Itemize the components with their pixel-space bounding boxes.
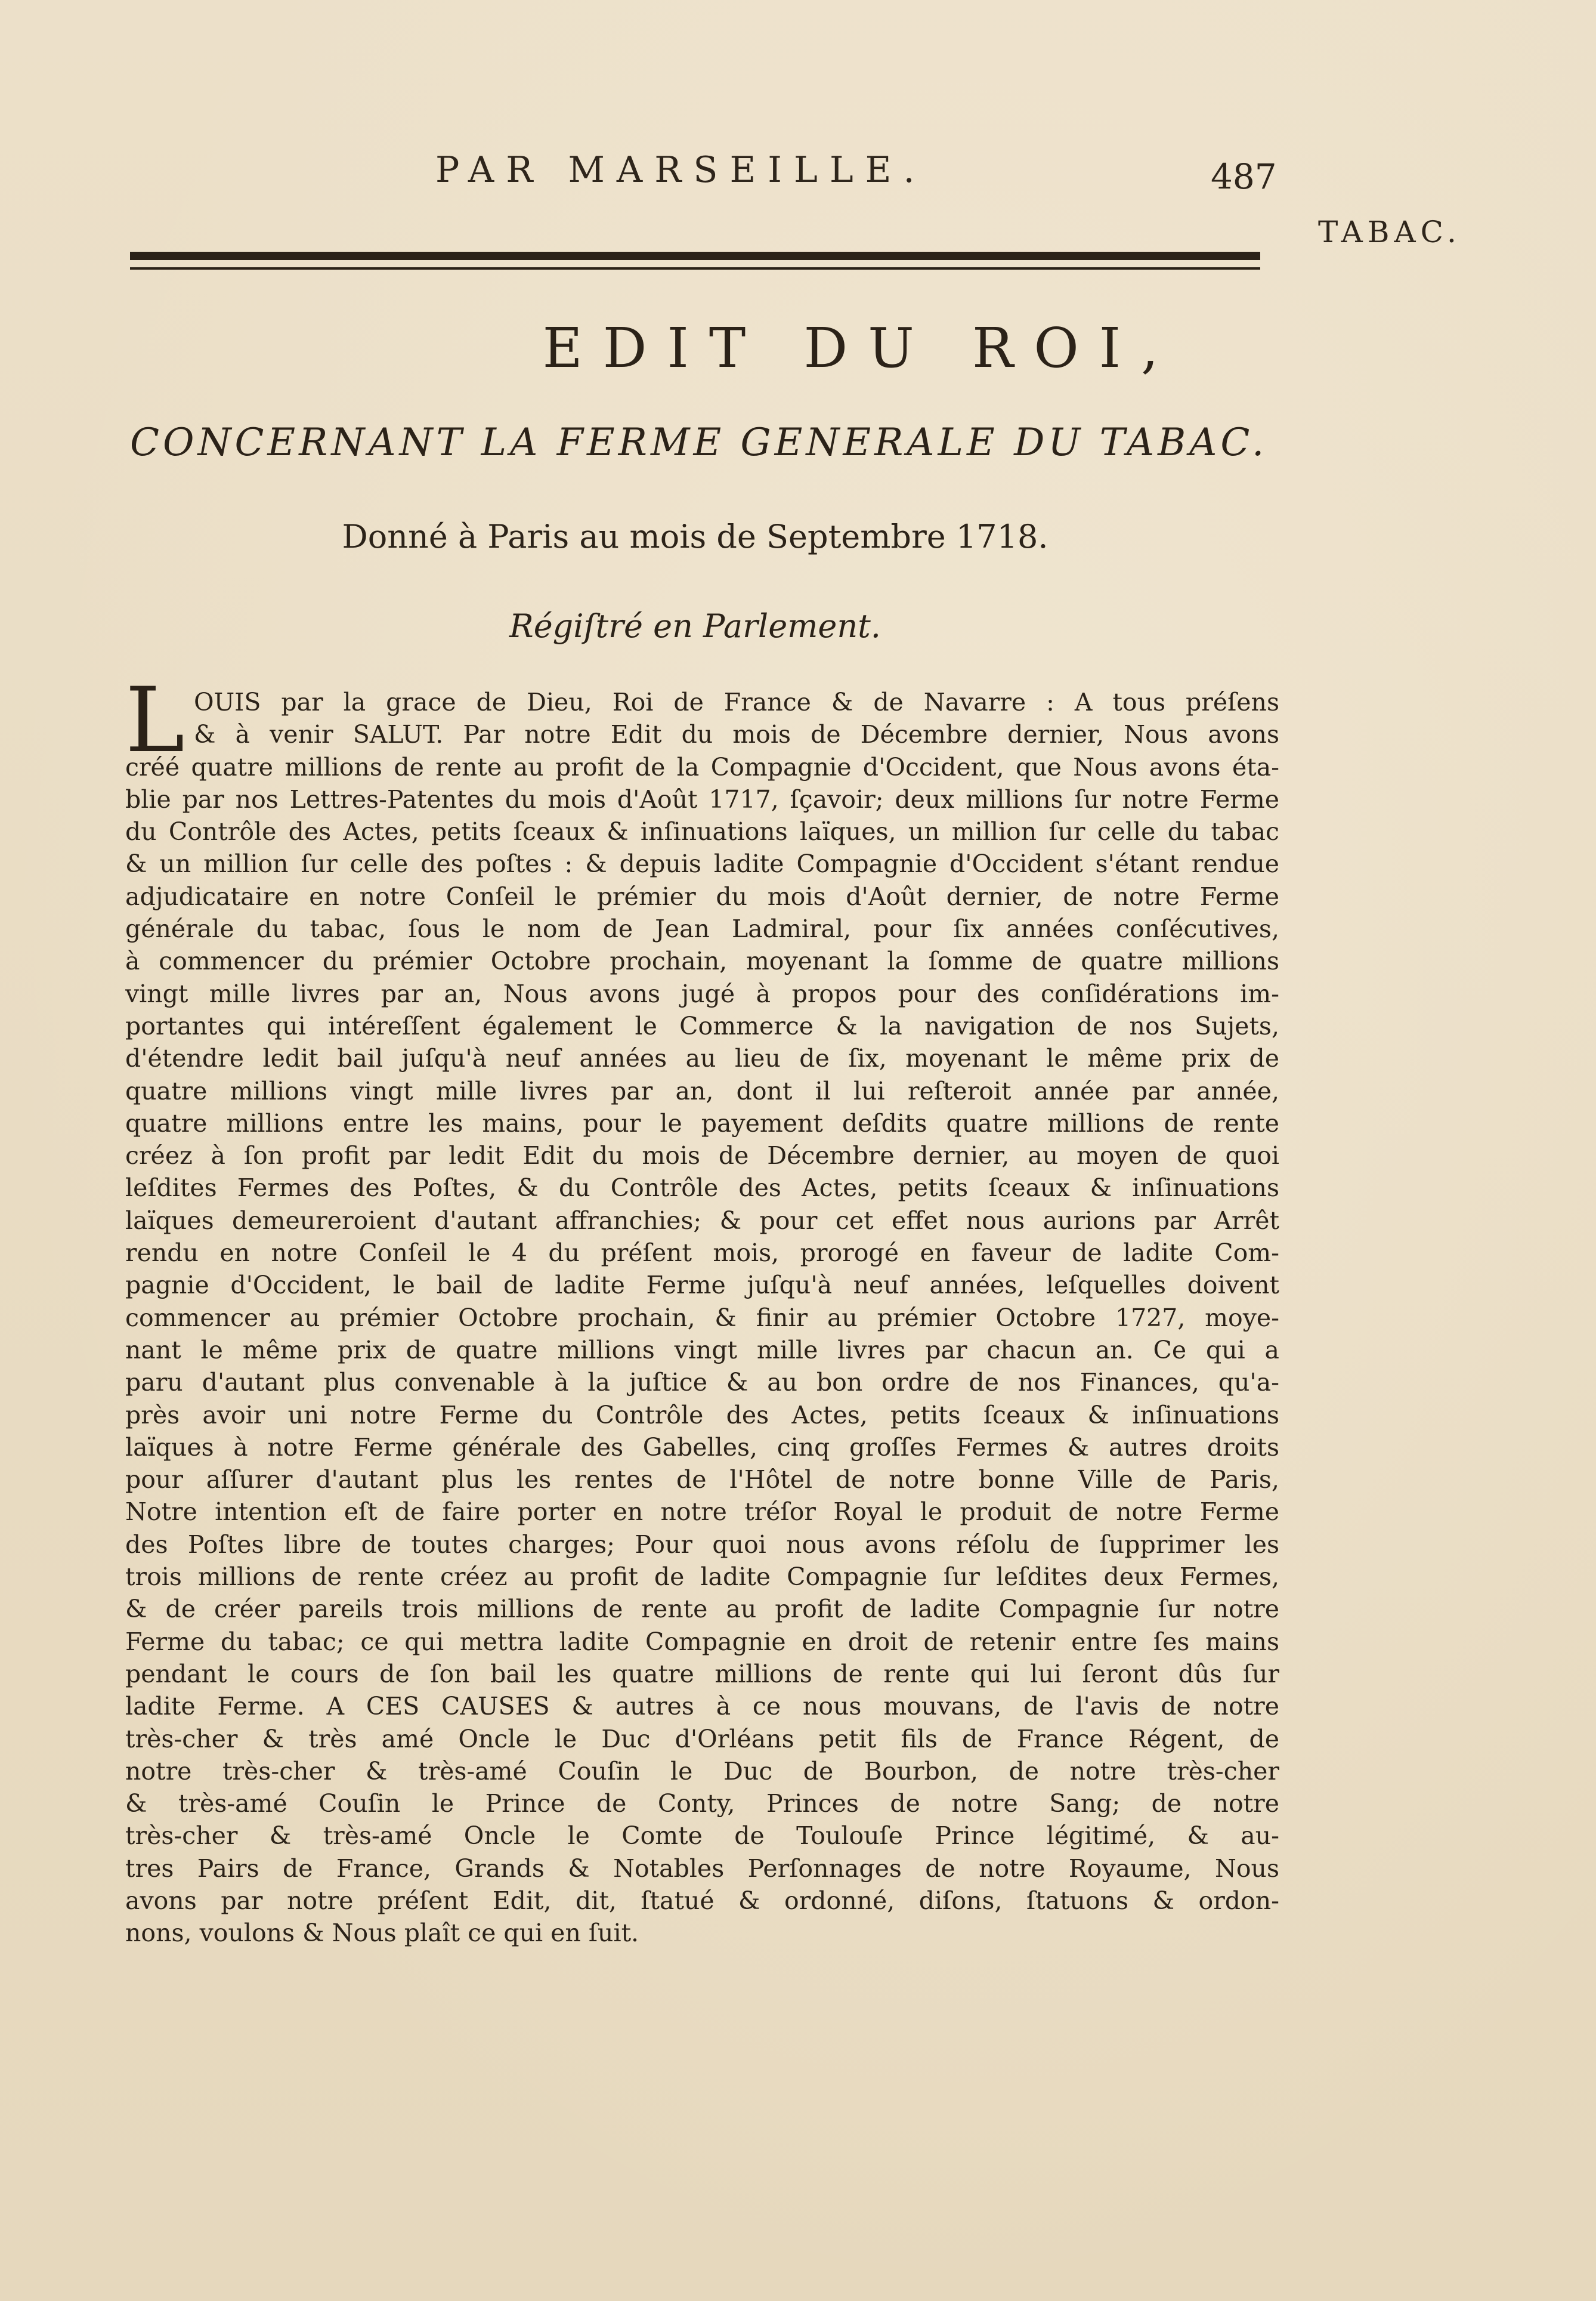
body-line: générale du tabac, ſous le nom de Jean Ladmiral, pour ſix années conſécutives,	[125, 915, 1279, 944]
body-line: du Contrôle des Actes, petits ſceaux & inſinuations laïques, un million ſur celle du tabac	[125, 817, 1279, 847]
body-line: quatre millions entre les mains, pour le payement deſdits quatre millions de rente	[125, 1108, 1279, 1138]
registered-line: Régiſtré en Parlement.	[509, 607, 881, 645]
body-line: & à venir SALUT. Par notre Edit du mois de Décembre dernier, Nous avons	[194, 720, 1279, 749]
body-line: trois millions de rente créez au profit de ladite Compagnie ſur leſdites deux Fermes,	[125, 1562, 1279, 1592]
body-line: laïques à notre Ferme générale des Gabelles, cinq groſſes Fermes & autres droits	[125, 1432, 1279, 1462]
body-line: blie par nos Lettres-Patentes du mois d'Août 1717, ſçavoir; deux millions ſur notre Ferme	[125, 784, 1279, 814]
given-line: Donné à Paris au mois de Septembre 1718.	[342, 518, 1048, 555]
body-line: près avoir uni notre Ferme du Contrôle des Actes, petits ſceaux & inſinuations	[125, 1400, 1279, 1429]
body-line: d'étendre ledit bail juſqu'à neuf années au lieu de ſix, moyenant le même prix de	[125, 1044, 1279, 1073]
body-line: notre très-cher & très-amé Couſin le Duc de Bourbon, de notre très-cher	[125, 1756, 1279, 1786]
body-line: créez à ſon profit par ledit Edit du mois de Décembre dernier, au moyen de quoi	[125, 1141, 1279, 1170]
body-line: créé quatre millions de rente au profit de la Compagnie d'Occident, que Nous avons éta-	[125, 752, 1279, 782]
page-number: 487	[1211, 156, 1277, 197]
body-line: & très-amé Couſin le Prince de Conty, Princes de notre Sang; de notre	[125, 1789, 1279, 1818]
body-line: pour aſſurer d'autant plus les rentes de l'Hôtel de notre bonne Ville de Paris,	[125, 1465, 1279, 1494]
body-line: ladite Ferme. A CES CAUSES & autres à ce nous mouvans, de l'avis de notre	[125, 1692, 1279, 1721]
body-line: vingt mille livres par an, Nous avons jugé à propos pour des conſidérations im-	[125, 979, 1279, 1008]
body-line: Notre intention eſt de faire porter en notre tréſor Royal le produit de notre Ferme	[125, 1497, 1279, 1527]
margin-note: TABAC.	[1318, 215, 1461, 249]
edict-subtitle: CONCERNANT LA FERME GENERALE DU TABAC.	[130, 421, 1268, 465]
running-head: PAR MARSEILLE.	[435, 149, 927, 191]
body-line: très-cher & très-amé Oncle le Comte de Toulouſe Prince légitimé, & au-	[125, 1821, 1279, 1851]
body-line: laïques demeureroient d'autant affranchies; & pour cet effet nous aurions par Arrêt	[125, 1206, 1279, 1235]
drop-cap: L	[125, 669, 185, 773]
body-line: nons, voulons & Nous plaît ce qui en ſuit.	[125, 1919, 639, 1948]
body-line: commencer au prémier Octobre prochain, & finir au prémier Octobre 1727, moye-	[125, 1303, 1279, 1332]
body-line: adjudicataire en notre Conſeil le prémier du mois d'Août dernier, de notre Ferme	[125, 882, 1279, 911]
body-line: tres Pairs de France, Grands & Notables Perſonnages de notre Royaume, Nous	[125, 1854, 1279, 1883]
body-line: quatre millions vingt mille livres par an, dont il lui reſteroit année par année,	[125, 1076, 1279, 1105]
body-line: très-cher & très amé Oncle le Duc d'Orléans petit fils de France Régent, de	[125, 1724, 1279, 1753]
body-line: rendu en notre Conſeil le 4 du préſent mois, prorogé en faveur de ladite Com-	[125, 1238, 1279, 1268]
header-rule-thin	[130, 267, 1260, 270]
edict-body	[125, 669, 1279, 1950]
body-line: des Poſtes libre de toutes charges; Pour quoi nous avons réſolu de ſupprimer les	[125, 1530, 1279, 1559]
body-line: Ferme du tabac; ce qui mettra ladite Compagnie en droit de retenir entre ſes mains	[125, 1627, 1279, 1656]
body-line: paru d'autant plus convenable à la juſtice & au bon ordre de nos Finances, qu'a-	[125, 1368, 1279, 1397]
body-line: OUIS par la grace de Dieu, Roi de France & de Navarre : A tous préſens	[194, 688, 1279, 716]
body-line: nant le même prix de quatre millions vingt mille livres par chacun an. Ce qui a	[125, 1335, 1279, 1364]
body-line: à commencer du prémier Octobre prochain, moyenant la ſomme de quatre millions	[125, 947, 1279, 976]
body-line: portantes qui intéreſſent également le Commerce & la navigation de nos Sujets,	[125, 1011, 1279, 1040]
header-rule-thick	[130, 252, 1260, 260]
edict-title: EDIT DU ROI,	[542, 316, 1179, 380]
body-line: pendant le cours de ſon bail les quatre millions de rente qui lui ſeront dûs ſur	[125, 1659, 1279, 1688]
body-line: & un million ſur celle des poſtes : & depuis ladite Compagnie d'Occident s'étant rendue	[125, 850, 1279, 879]
body-line: pagnie d'Occident, le bail de ladite Ferme juſqu'à neuf années, leſquelles doivent	[125, 1271, 1279, 1300]
body-line: avons par notre préſent Edit, dit, ſtatué & ordonné, diſons, ſtatuons & ordon-	[125, 1886, 1279, 1915]
body-line: & de créer pareils trois millions de rente au profit de ladite Compagnie ſur notre	[125, 1595, 1279, 1624]
body-line: leſdites Fermes des Poſtes, & du Contrôle des Actes, petits ſceaux & inſinuations	[125, 1173, 1279, 1203]
